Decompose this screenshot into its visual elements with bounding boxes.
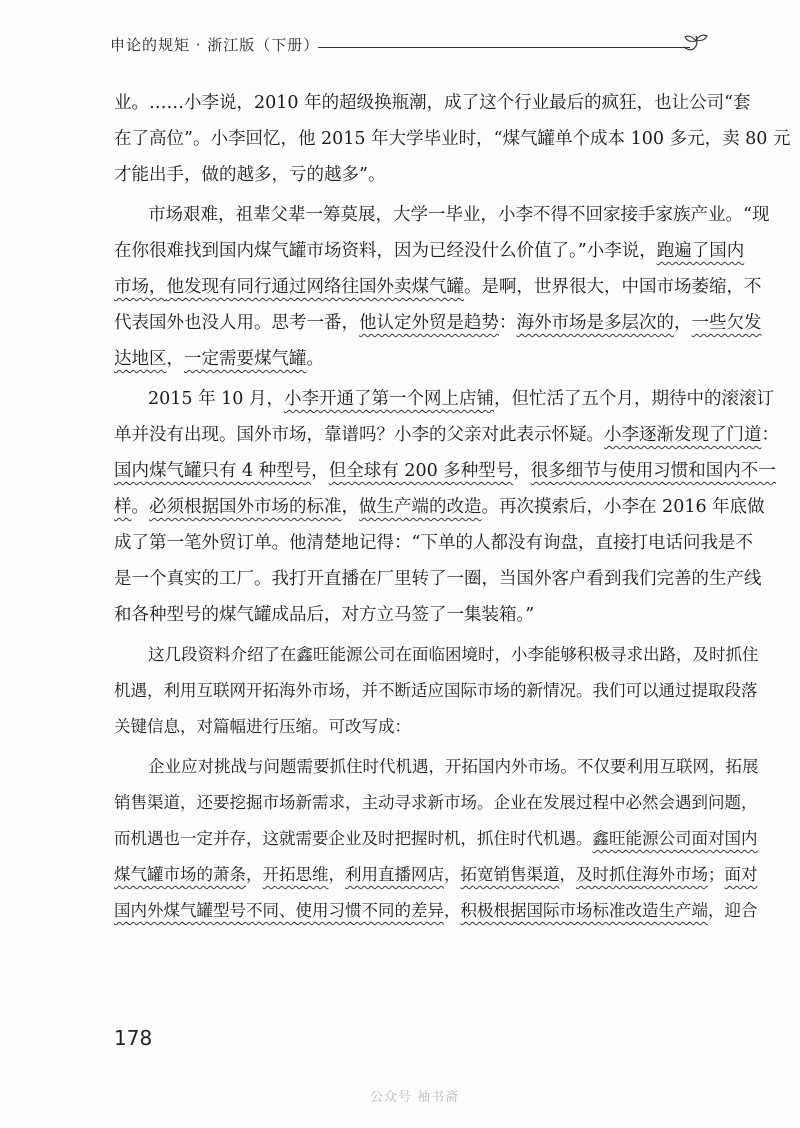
- text-span: 和各种型号的煤气罐成品后，对方立马签了一集装箱。”: [114, 605, 535, 625]
- text-line: [114, 600, 534, 630]
- underlined-phrase: 达地区: [114, 349, 167, 369]
- text-span: 企业应对挑战与问题需要抓住时代机遇，开拓国内外市场。不仅要利用互联网，拓展: [148, 757, 759, 776]
- underlined-phrase: 积极根据国际市场标准改造生产端: [460, 901, 708, 920]
- text-span: 。再次摸索后，小李在 2016 年底做: [481, 497, 765, 517]
- underlined-phrase: 跑遍了国内: [656, 241, 745, 261]
- text-span: 关键信息，对篇幅进行压缩。可改写成：: [114, 717, 411, 736]
- text-span: 在你很难找到国内煤气罐市场资料，因为已经没什么价值了。”小李说，: [114, 241, 657, 261]
- text-span: ，但忙活了五个月，期待中的滚滚订: [494, 389, 774, 409]
- underlined-phrase: 拓宽销售渠道: [460, 865, 560, 884]
- text-span: 是一个真实的工厂。我打开直播在厂里转了一圈，当国外客户看到我们完善的生产线: [114, 569, 762, 589]
- underlined-phrase: 他认定外贸是趋势: [359, 313, 499, 333]
- text-line: [114, 788, 758, 818]
- text-span: 才能出手，做的越多，亏的越多”。: [114, 165, 386, 185]
- text-span: 销售渠道，还要挖掘市场新需求，主动寻求新市场。企业在发展过程中必然会遇到问题，: [114, 793, 758, 812]
- text-span: ，: [311, 461, 329, 481]
- text-span: ：: [761, 425, 779, 445]
- header-rule: [318, 47, 690, 48]
- text-span: ：: [499, 313, 517, 333]
- text-line: [114, 676, 758, 706]
- text-line: [114, 160, 385, 190]
- text-span: ；: [708, 865, 725, 884]
- underlined-phrase: 做生产端的改造: [359, 497, 482, 517]
- watermark-stamp: 公众号 袖书斋: [370, 1090, 460, 1105]
- text-line: [148, 200, 769, 230]
- text-line: [114, 712, 411, 742]
- running-header: [110, 34, 710, 60]
- text-span: 2015 年 10 月，: [148, 389, 284, 409]
- underlined-phrase: 他发现有同行通过网络往国外卖煤气罐: [166, 277, 464, 297]
- underlined-phrase: 小李逐渐发现了门道: [604, 425, 762, 445]
- text-span: ，: [513, 461, 531, 481]
- page-number: 178: [114, 1026, 153, 1050]
- text-span: 市场艰难，祖辈父辈一筹莫展，大学一毕业，小李不得不回家接手家族产业。“现: [148, 205, 770, 225]
- text-span: ，: [674, 313, 692, 333]
- text-span: ，: [444, 901, 461, 920]
- underlined-phrase: 鑫旺能源公司面对国内: [592, 829, 758, 848]
- text-span: ，: [444, 865, 461, 884]
- underlined-phrase: 很多细节与使用习惯和国内不一: [530, 461, 776, 481]
- text-line: [114, 420, 779, 450]
- underlined-phrase: 国内外煤气罐型号不同、使用习惯不同的差异: [114, 901, 444, 920]
- book-title: 申论的规矩 · 浙江版（下册）: [110, 36, 320, 54]
- text-line: [114, 456, 776, 486]
- underlined-phrase: 一定需要煤气罐: [184, 349, 307, 369]
- underlined-phrase: 必须根据国外市场的标准: [149, 497, 342, 517]
- text-line: [114, 236, 744, 266]
- text-span: 。: [131, 497, 149, 517]
- text-span: 单并没有出现。国外市场，靠谱吗？小李的父亲对此表示怀疑。: [114, 425, 604, 445]
- text-span: 机遇，利用互联网开拓海外市场，并不断适应国际市场的新情况。我们可以通过提取段落: [114, 681, 758, 700]
- underlined-phrase: 样: [114, 497, 132, 517]
- text-span: 。是啊，世界很大，中国市场萎缩，不: [464, 277, 762, 297]
- underlined-phrase: 面对: [724, 865, 758, 884]
- text-span: 这几段资料介绍了在鑫旺能源公司在面临困境时，小李能够积极寻求出路，及时抓住: [148, 645, 759, 664]
- text-span: 业。……小李说，2010 年的超级换瓶潮，成了这个行业最后的疯狂，也让公司“套: [114, 93, 751, 113]
- text-line: [148, 384, 774, 414]
- text-line: [114, 308, 762, 338]
- underlined-phrase: 开拓思维: [262, 865, 329, 884]
- text-line: [114, 492, 765, 522]
- underlined-phrase: 海外市场是多层次的: [516, 313, 674, 333]
- sprout-icon: [680, 32, 710, 54]
- text-line: [114, 272, 762, 302]
- text-line: [148, 752, 759, 782]
- text-line: [114, 860, 758, 890]
- text-span: ，: [328, 865, 345, 884]
- text-span: 。: [306, 349, 324, 369]
- text-span: ，: [246, 865, 263, 884]
- underlined-phrase: 煤气罐市场的萧条: [114, 865, 246, 884]
- text-span: 在了高位”。小李回忆，他 2015 年大学毕业时，“煤气罐单个成本 100 多元，卖 80 元: [114, 129, 791, 149]
- underlined-phrase: 但全球有 200 多种型号: [328, 461, 514, 481]
- underlined-phrase: 市场，: [114, 277, 167, 297]
- underlined-phrase: 利用直播网店: [345, 865, 444, 884]
- text-line: [114, 124, 790, 154]
- text-line: [114, 88, 751, 118]
- text-span: 成了第一笔外贸订单。他清楚地记得：“下单的人都没有询盘，直接打电话问我是不: [114, 533, 753, 553]
- text-span: ，迎合: [708, 901, 758, 920]
- text-span: 而机遇也一定并存，这就需要企业及时把握时机，抓住时代机遇。: [114, 829, 593, 848]
- text-line: [114, 528, 753, 558]
- text-span: ，: [559, 865, 576, 884]
- underlined-phrase: 小李开通了第一个网上店铺: [284, 389, 494, 409]
- underlined-phrase: 一些欠发: [691, 313, 762, 333]
- text-span: ，: [341, 497, 359, 517]
- underlined-phrase: 国内煤气罐只有 4 种型号: [114, 461, 312, 481]
- text-span: ，: [166, 349, 184, 369]
- text-line: [114, 896, 758, 926]
- text-line: [148, 640, 759, 670]
- text-line: [114, 564, 762, 594]
- underlined-phrase: 及时抓住海外市场: [576, 865, 708, 884]
- text-span: 代表国外也没人用。思考一番，: [114, 313, 359, 333]
- text-line: [114, 344, 324, 374]
- text-line: [114, 824, 758, 854]
